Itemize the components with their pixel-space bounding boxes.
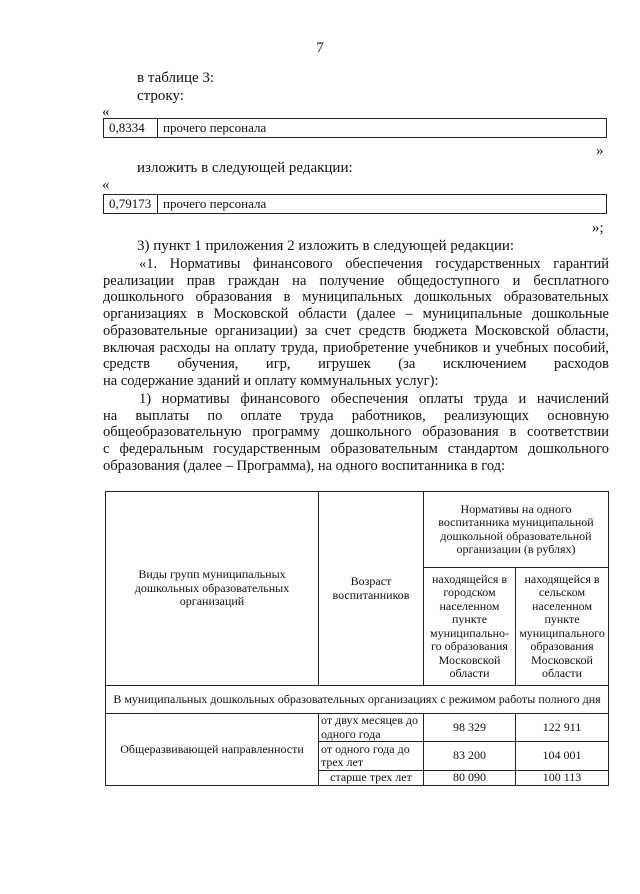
- header-urban: находящейся в городском населенном пункте муниципально-го образования Московской области: [424, 568, 516, 686]
- header-age: Возраст воспитанников: [319, 492, 424, 686]
- item-3-heading: 3) пункт 1 приложения 2 изложить в следующей редакции:: [137, 238, 515, 254]
- p2-line: образования (далее – Программа), на одного воспитанника в год:: [103, 457, 506, 474]
- p2-line: на выплаты по оплате труда работников, реализующих основную: [103, 407, 609, 424]
- quote-open-2: «: [102, 177, 110, 193]
- page-number: 7: [316, 40, 324, 56]
- paragraph-1: [103, 256, 609, 390]
- p1-line: дошкольного образования в муниципальных дошкольных образовательных: [103, 289, 609, 306]
- new-row-value: 0,79173: [104, 195, 158, 213]
- p1-line: образовательные организации) за счет средств бюджета Московской области,: [103, 322, 609, 339]
- p1-line: на содержание зданий и оплату коммунальных услуг):: [103, 372, 439, 389]
- paragraph-2: [103, 391, 609, 475]
- header-group-types: Виды групп муниципальных дошкольных образовательных организаций: [106, 492, 319, 686]
- replace-phrase: изложить в следующей редакции:: [137, 160, 353, 176]
- p1-line: реализации прав граждан на получение общедоступного и бесплатного: [103, 272, 609, 289]
- p1-line: средств обучения, игр, игрушек (за исключением расходов: [103, 356, 609, 373]
- old-row-label: прочего персонала: [163, 120, 267, 135]
- group-general: Общеразвивающей направленности: [106, 714, 319, 786]
- quote-close-2: »;: [592, 220, 604, 236]
- old-row-box: [103, 118, 607, 138]
- quote-close-1: »: [596, 143, 604, 159]
- age-cell: от двух месяцев до одного года: [319, 714, 424, 742]
- intro-line-table3: в таблице 3:: [137, 70, 215, 86]
- p2-line: 1) нормативы финансового обеспечения оплаты труда и начислений: [139, 391, 609, 407]
- urban-value: 80 090: [424, 771, 516, 786]
- age-cell: от одного года до трех лет: [319, 742, 424, 771]
- p1-line: включая расходы на оплату труда, приобретение учебников и учебных пособий,: [103, 339, 609, 356]
- section-full-day: В муниципальных дошкольных образовательных организациях с режимом работы полного дня: [106, 686, 609, 714]
- rural-value: 122 911: [516, 714, 609, 742]
- rural-value: 100 113: [516, 771, 609, 786]
- header-norms: Нормативы на одного воспитанника муниципальной дошкольной образовательной организации (в рублях): [424, 492, 609, 568]
- new-row-label: прочего персонала: [163, 196, 267, 211]
- header-rural: находящейся в сельском населенном пункте муниципального образования Московской области: [516, 568, 609, 686]
- new-row-box: [103, 194, 607, 214]
- p2-line: общеобразовательную программу дошкольного образования в соответствии: [103, 424, 609, 441]
- urban-value: 83 200: [424, 742, 516, 771]
- p1-line: «1. Нормативы финансового обеспечения государственных гарантий: [139, 256, 609, 272]
- urban-value: 98 329: [424, 714, 516, 742]
- quote-open-1: «: [102, 104, 110, 120]
- age-cell: старше трех лет: [319, 771, 424, 786]
- intro-line-row: строку:: [137, 88, 184, 104]
- rural-value: 104 001: [516, 742, 609, 771]
- norms-table: [105, 491, 609, 786]
- p2-line: с федеральным государственным образовательным стандартом дошкольного: [103, 441, 609, 458]
- old-row-value: 0,8334: [104, 119, 158, 137]
- p1-line: организациях в Московской области (далее – муниципальные дошкольные: [103, 306, 609, 323]
